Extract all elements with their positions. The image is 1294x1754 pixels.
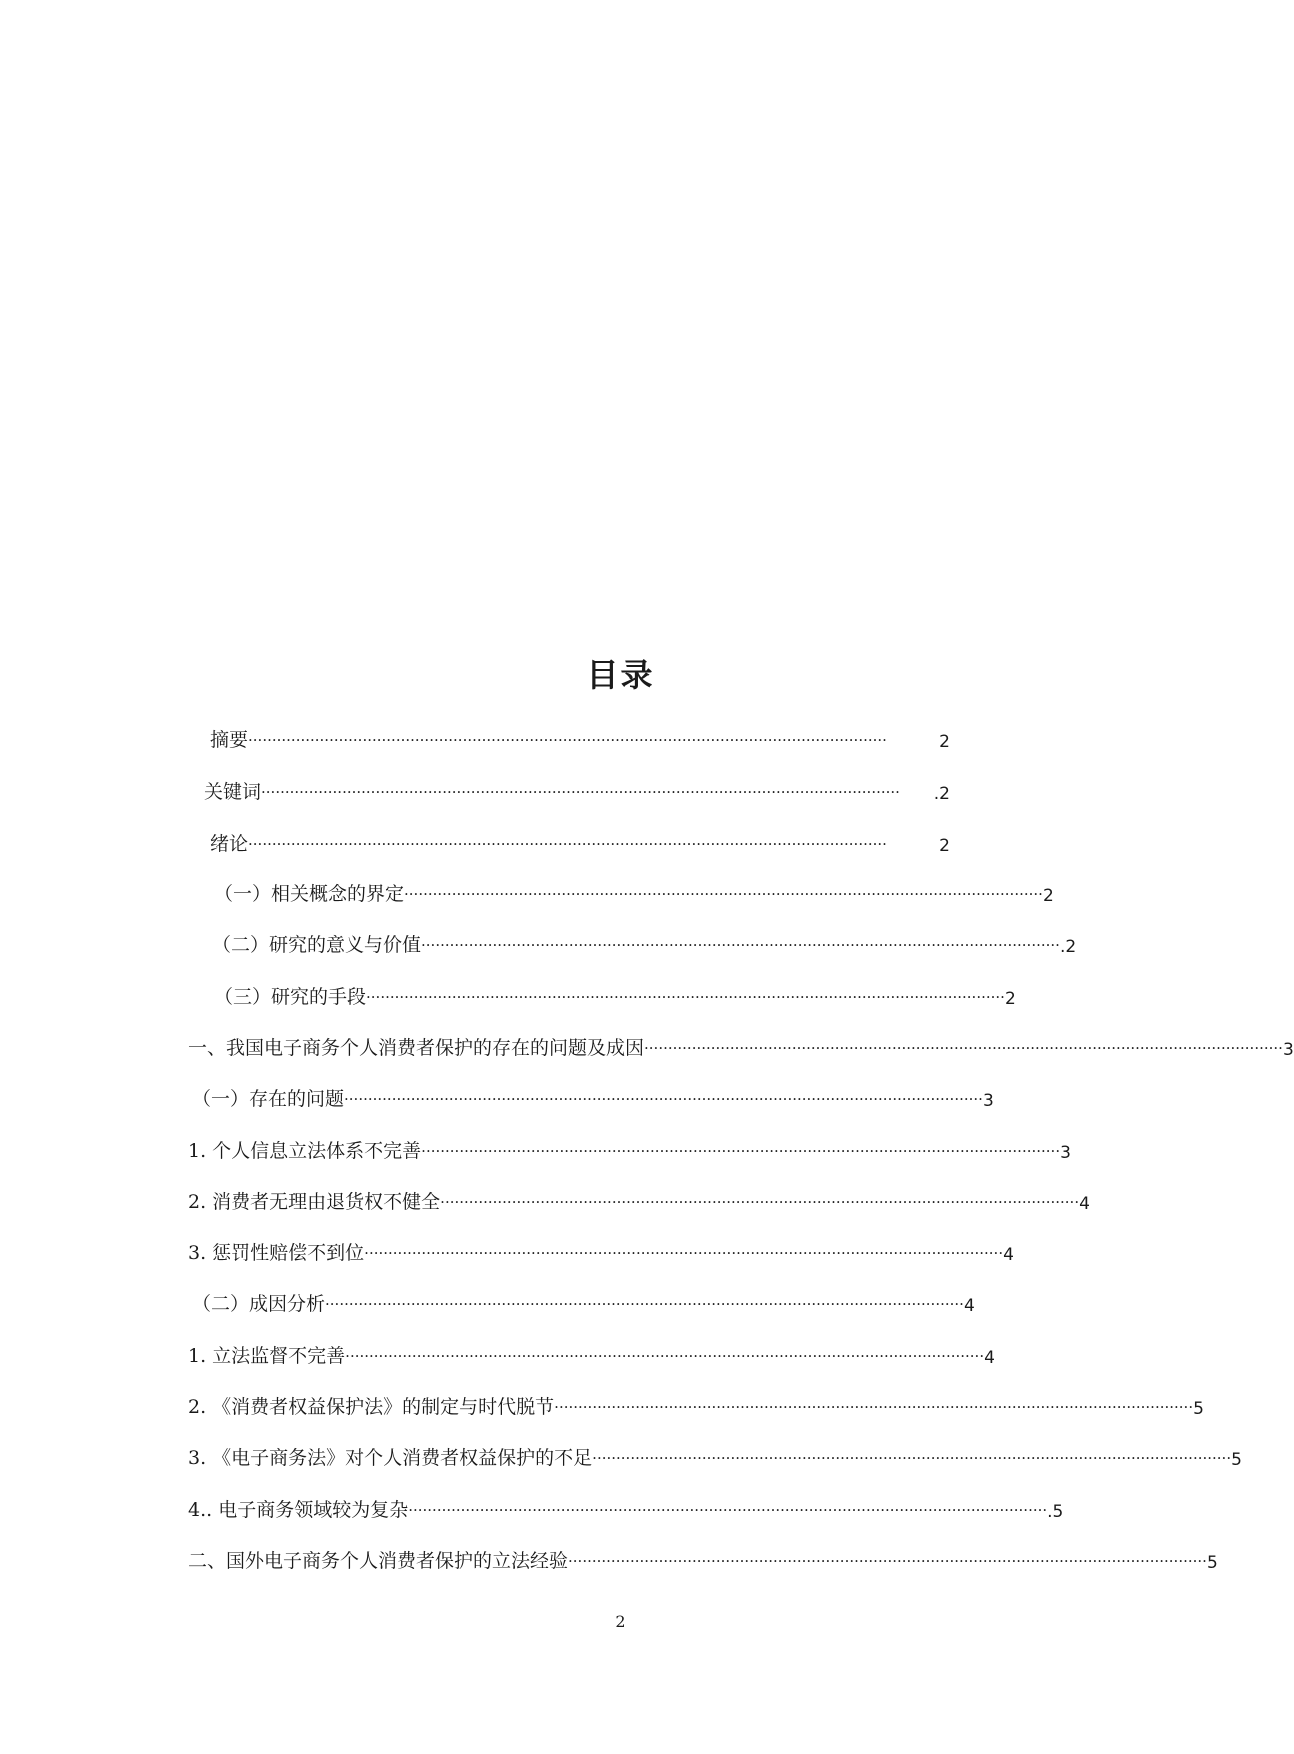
toc-entry[interactable]	[210, 826, 950, 856]
toc-entry[interactable]	[188, 1184, 1090, 1214]
dot-leader: ······································································································································	[248, 731, 887, 749]
dot-leader: ······································································································································	[261, 783, 900, 801]
toc-entry-page: .2	[933, 784, 950, 804]
toc-entry[interactable]	[188, 1543, 1218, 1573]
toc-entry-page: 2	[939, 732, 950, 752]
toc-entry[interactable]	[188, 1133, 1071, 1163]
dot-leader: ······································································································································	[366, 988, 1005, 1006]
toc-entry-label: （二）成因分析	[192, 1293, 326, 1315]
toc-entry-page: 5	[1206, 1553, 1218, 1573]
toc-entry[interactable]	[188, 1440, 1242, 1470]
toc-entry[interactable]	[192, 1081, 994, 1111]
toc-entry[interactable]	[214, 876, 1054, 906]
dot-leader: ······································································································································	[440, 1193, 1080, 1211]
toc-entry-label: 3. 《电子商务法》对个人消费者权益保护的不足	[188, 1447, 593, 1469]
toc-entry-page: .5	[1047, 1502, 1064, 1522]
dot-leader: ······································································································································	[408, 1501, 1048, 1519]
page-number: 2	[615, 1612, 626, 1631]
toc-entry-page: 3	[1282, 1040, 1294, 1060]
toc-entry-label: （三）研究的手段	[214, 986, 367, 1008]
toc-entry[interactable]	[214, 979, 1016, 1009]
dot-leader: ······································································································································	[345, 1347, 985, 1365]
dot-leader: ······································································································································	[554, 1398, 1194, 1416]
toc-entry[interactable]	[192, 1286, 975, 1316]
toc-entry-page: 3	[982, 1091, 994, 1111]
toc-entry[interactable]	[188, 1235, 1014, 1265]
dot-leader: ······································································································································	[568, 1552, 1207, 1570]
dot-leader: ······································································································································	[325, 1295, 964, 1313]
dot-leader: ······································································································································	[421, 936, 1060, 954]
toc-title: 目录	[586, 656, 655, 694]
toc-entry-label: 关键词	[204, 781, 262, 803]
toc-entry-page: 2	[1042, 886, 1054, 906]
toc-entry-label: 二、国外电子商务个人消费者保护的立法经验	[188, 1550, 569, 1572]
toc-entry-label: 一、我国电子商务个人消费者保护的存在的问题及成因	[188, 1037, 645, 1059]
toc-entry-page: 4	[1079, 1194, 1090, 1214]
toc-entry[interactable]	[204, 774, 950, 804]
toc-entry-label: 绪论	[210, 833, 249, 855]
toc-entry-label: （一）存在的问题	[192, 1088, 345, 1110]
toc-entry-page: 3	[1060, 1143, 1071, 1163]
dot-leader: ······································································································································	[421, 1142, 1061, 1160]
toc-entry-page: 4	[1003, 1245, 1014, 1265]
dot-leader: ······································································································································	[644, 1039, 1283, 1057]
toc-entry[interactable]	[212, 927, 1077, 957]
toc-entry-page: 2	[939, 836, 950, 856]
dot-leader: ······································································································································	[364, 1244, 1004, 1262]
toc-entry-page: 4	[984, 1348, 995, 1368]
toc-entry-label: 摘要	[210, 729, 249, 751]
toc-entry[interactable]	[188, 1492, 1064, 1522]
toc-entry-page: 5	[1193, 1399, 1204, 1419]
toc-entry-label: 1. 个人信息立法体系不完善	[188, 1140, 422, 1162]
toc-entry-label: 1. 立法监督不完善	[188, 1345, 346, 1367]
toc-entry-page: 2	[1004, 989, 1016, 1009]
dot-leader: ······································································································································	[592, 1449, 1232, 1467]
toc-entry[interactable]	[210, 722, 950, 752]
toc-entry-label: 2. 消费者无理由退货权不健全	[188, 1191, 441, 1213]
toc-entry[interactable]	[188, 1389, 1204, 1419]
toc-entry-label: （二）研究的意义与价值	[212, 934, 422, 956]
dot-leader: ······································································································································	[404, 885, 1043, 903]
toc-entry[interactable]	[188, 1338, 995, 1368]
toc-entry-page: .2	[1059, 937, 1077, 957]
toc-entry-page: 5	[1231, 1450, 1242, 1470]
toc-entry-label: 3. 惩罚性赔偿不到位	[188, 1242, 365, 1264]
dot-leader: ······································································································································	[248, 835, 887, 853]
toc-entry-label: （一）相关概念的界定	[214, 883, 405, 905]
toc-entry[interactable]	[188, 1030, 1294, 1060]
toc-entry-label: 4.. 电子商务领域较为复杂	[188, 1499, 409, 1521]
toc-entry-label: 2. 《消费者权益保护法》的制定与时代脱节	[188, 1396, 555, 1418]
toc-entry-page: 4	[963, 1296, 975, 1316]
dot-leader: ······································································································································	[344, 1090, 983, 1108]
